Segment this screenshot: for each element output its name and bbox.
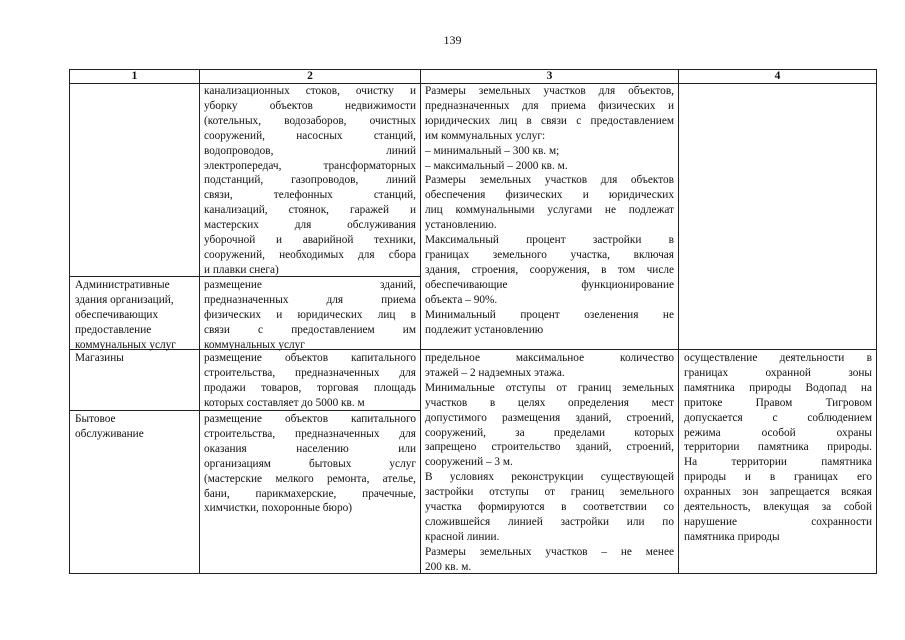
cell-line: обеспечивающих [75,308,159,321]
column-divider [199,69,200,574]
cell-line: объекта – 90%. [425,293,498,306]
cell-line: осуществление деятельности в [684,352,872,364]
cell-line: участков в целях определения мест [425,396,674,409]
cell-line: запрещено строительство зданий, строений, [425,441,674,454]
cell-line: режима особой охраны [684,426,872,439]
shops-desc-cell [204,351,416,411]
cell-line: строительства, предназначенных для [204,427,416,440]
cell-line: продажи товаров, торговая площадь [204,381,416,394]
cell-line: размещение зданий, [204,279,416,291]
cell-line: коммунальных услуг [75,338,176,351]
cell-line: Минимальные отступы от границ земельных [425,381,674,394]
col3-lower-cell [425,351,674,575]
cell-line: обслуживание [75,427,144,440]
cell-line: предельное максимальное количество [425,352,674,364]
cell-line: химчистки, похоронные бюро) [204,502,353,515]
cell-line: уборочной и аварийной техники, [204,234,416,247]
cell-line: предназначенных для приема [204,293,416,306]
cell-line: допускается с соблюдением [684,411,872,424]
cell-line: подстанций, газопроводов, линий [204,174,416,187]
cell-line: этажей – 2 надземных этажа. [425,366,565,379]
cell-line: сооружений, необходимых для сбора [204,248,416,261]
cell-line: Административные [75,279,170,291]
cell-line: (мастерские мелкого ремонта, ателье, [204,472,416,485]
cell-line: сооружений, за пределами которых [425,426,674,439]
column-header: 4 [774,70,781,82]
cell-line: бани, парикмахерские, прачечные, [204,487,416,500]
cell-line: сооружений – 3 м. [425,456,513,469]
cell-line: подлежит установлению [425,323,544,336]
page-number: 139 [443,33,462,47]
cell-line: которых составляет до 5000 кв. м [204,396,365,409]
column-header: 1 [131,70,138,82]
cell-line: и плавки снега) [204,263,279,276]
cell-line: (котельных, водозаборов, очистных [204,114,416,127]
cell-line: притоке Правом Тигровом [684,396,872,409]
cell-line: им коммунальных услуг: [425,129,546,142]
cell-line: Размеры земельных участков – не менее [425,545,674,558]
admin-buildings-name-cell [75,278,197,353]
table-border-left [69,69,70,574]
cell-line: строительства, предназначенных для [204,366,416,379]
cell-line: канализационных стоков, очистку и [204,85,416,97]
cell-line: застройки отступы от границ земельного [425,486,674,499]
cell-line: Максимальный процент застройки в [425,234,674,247]
col3-upper-cell [425,84,674,337]
cell-line: охранных зон запрещается всякая [684,486,872,499]
cell-line: сложившейся линией застройки или по [425,515,674,528]
cell-line: На территории памятника [684,456,872,469]
column-header: 2 [307,70,313,82]
consumer-services-desc-cell [204,412,416,516]
cell-line: – максимальный – 2000 кв. м. [425,159,568,172]
col2-continuation-cell [204,84,416,278]
cell-line: обеспечивающие функционирование [425,278,674,291]
cell-line: связи, телефонных станций, [204,189,416,202]
cell-line: размещение объектов капитального [204,352,416,364]
cell-line: размещение объектов капитального [204,413,416,425]
column-header: 3 [546,70,553,82]
cell-line: уборку объектов недвижимости [204,99,416,112]
cell-line: электропередач, трансформаторных [204,159,416,172]
col4-lower-cell [684,351,872,545]
cell-line: юридических лиц в связи с предоставлением [425,114,674,127]
cell-line: красной линии. [425,530,500,543]
cell-line: Размеры земельных участков для объектов, [425,85,674,97]
cell-line: здания, строения, сооружения, в том числе [425,263,674,276]
cell-line: 200 кв. м. [425,560,472,573]
column-divider [678,69,679,574]
cell-line: лиц коммунальными услугами не подлежат [425,204,674,217]
cell-line: канализаций, стоянок, гаражей и [204,204,416,217]
consumer-services-name-cell [75,412,197,442]
cell-line: сооружений, насосных станций, [204,129,416,142]
cell-line: коммунальных услуг [204,338,305,351]
cell-line: оказания населению или [204,442,416,455]
cell-line: связи с предоставлением им [204,323,416,336]
cell-line: участка формируются в соответствии со [425,501,674,514]
cell-line: нарушение сохранности [684,515,872,528]
cell-line: установлению. [425,219,497,232]
cell-line: обеспечения физических и юридических [425,189,674,202]
cell-line: В условиях реконструкции существующей [425,471,674,484]
cell-line: памятника природы Водопад на [684,381,872,394]
cell-line: допустимого размещения зданий, строений, [425,411,674,424]
cell-line: деятельность, влекущая за собой [684,501,872,514]
cell-line: Минимальный процент озеленения не [425,308,674,321]
table-border-right [876,69,877,574]
cell-line: территории памятника природы. [684,441,872,454]
cell-line: организациям бытовых услуг [204,457,416,470]
shops-name-cell [75,351,197,366]
cell-line: Размеры земельных участков для объектов [425,174,674,187]
column-divider [420,69,421,574]
cell-line: водопроводов, линий [204,144,416,157]
cell-line: Магазины [75,352,124,364]
cell-line: Бытовое [75,413,116,425]
cell-line: природы и в границах его [684,471,872,484]
cell-line: границах земельного участка, включая [425,248,674,261]
cell-line: памятника природы [684,530,780,543]
cell-line: – минимальный – 300 кв. м; [425,144,560,157]
cell-line: здания организаций, [75,293,174,306]
cell-line: предоставление [75,323,152,336]
cell-line: предназначенных для приема физических и [425,99,674,112]
admin-buildings-desc-cell [204,278,416,353]
cell-line: физических и юридических лиц в [204,308,416,321]
cell-line: границах охранной зоны [684,366,872,379]
cell-line: мастерских для обслуживания [204,219,416,232]
